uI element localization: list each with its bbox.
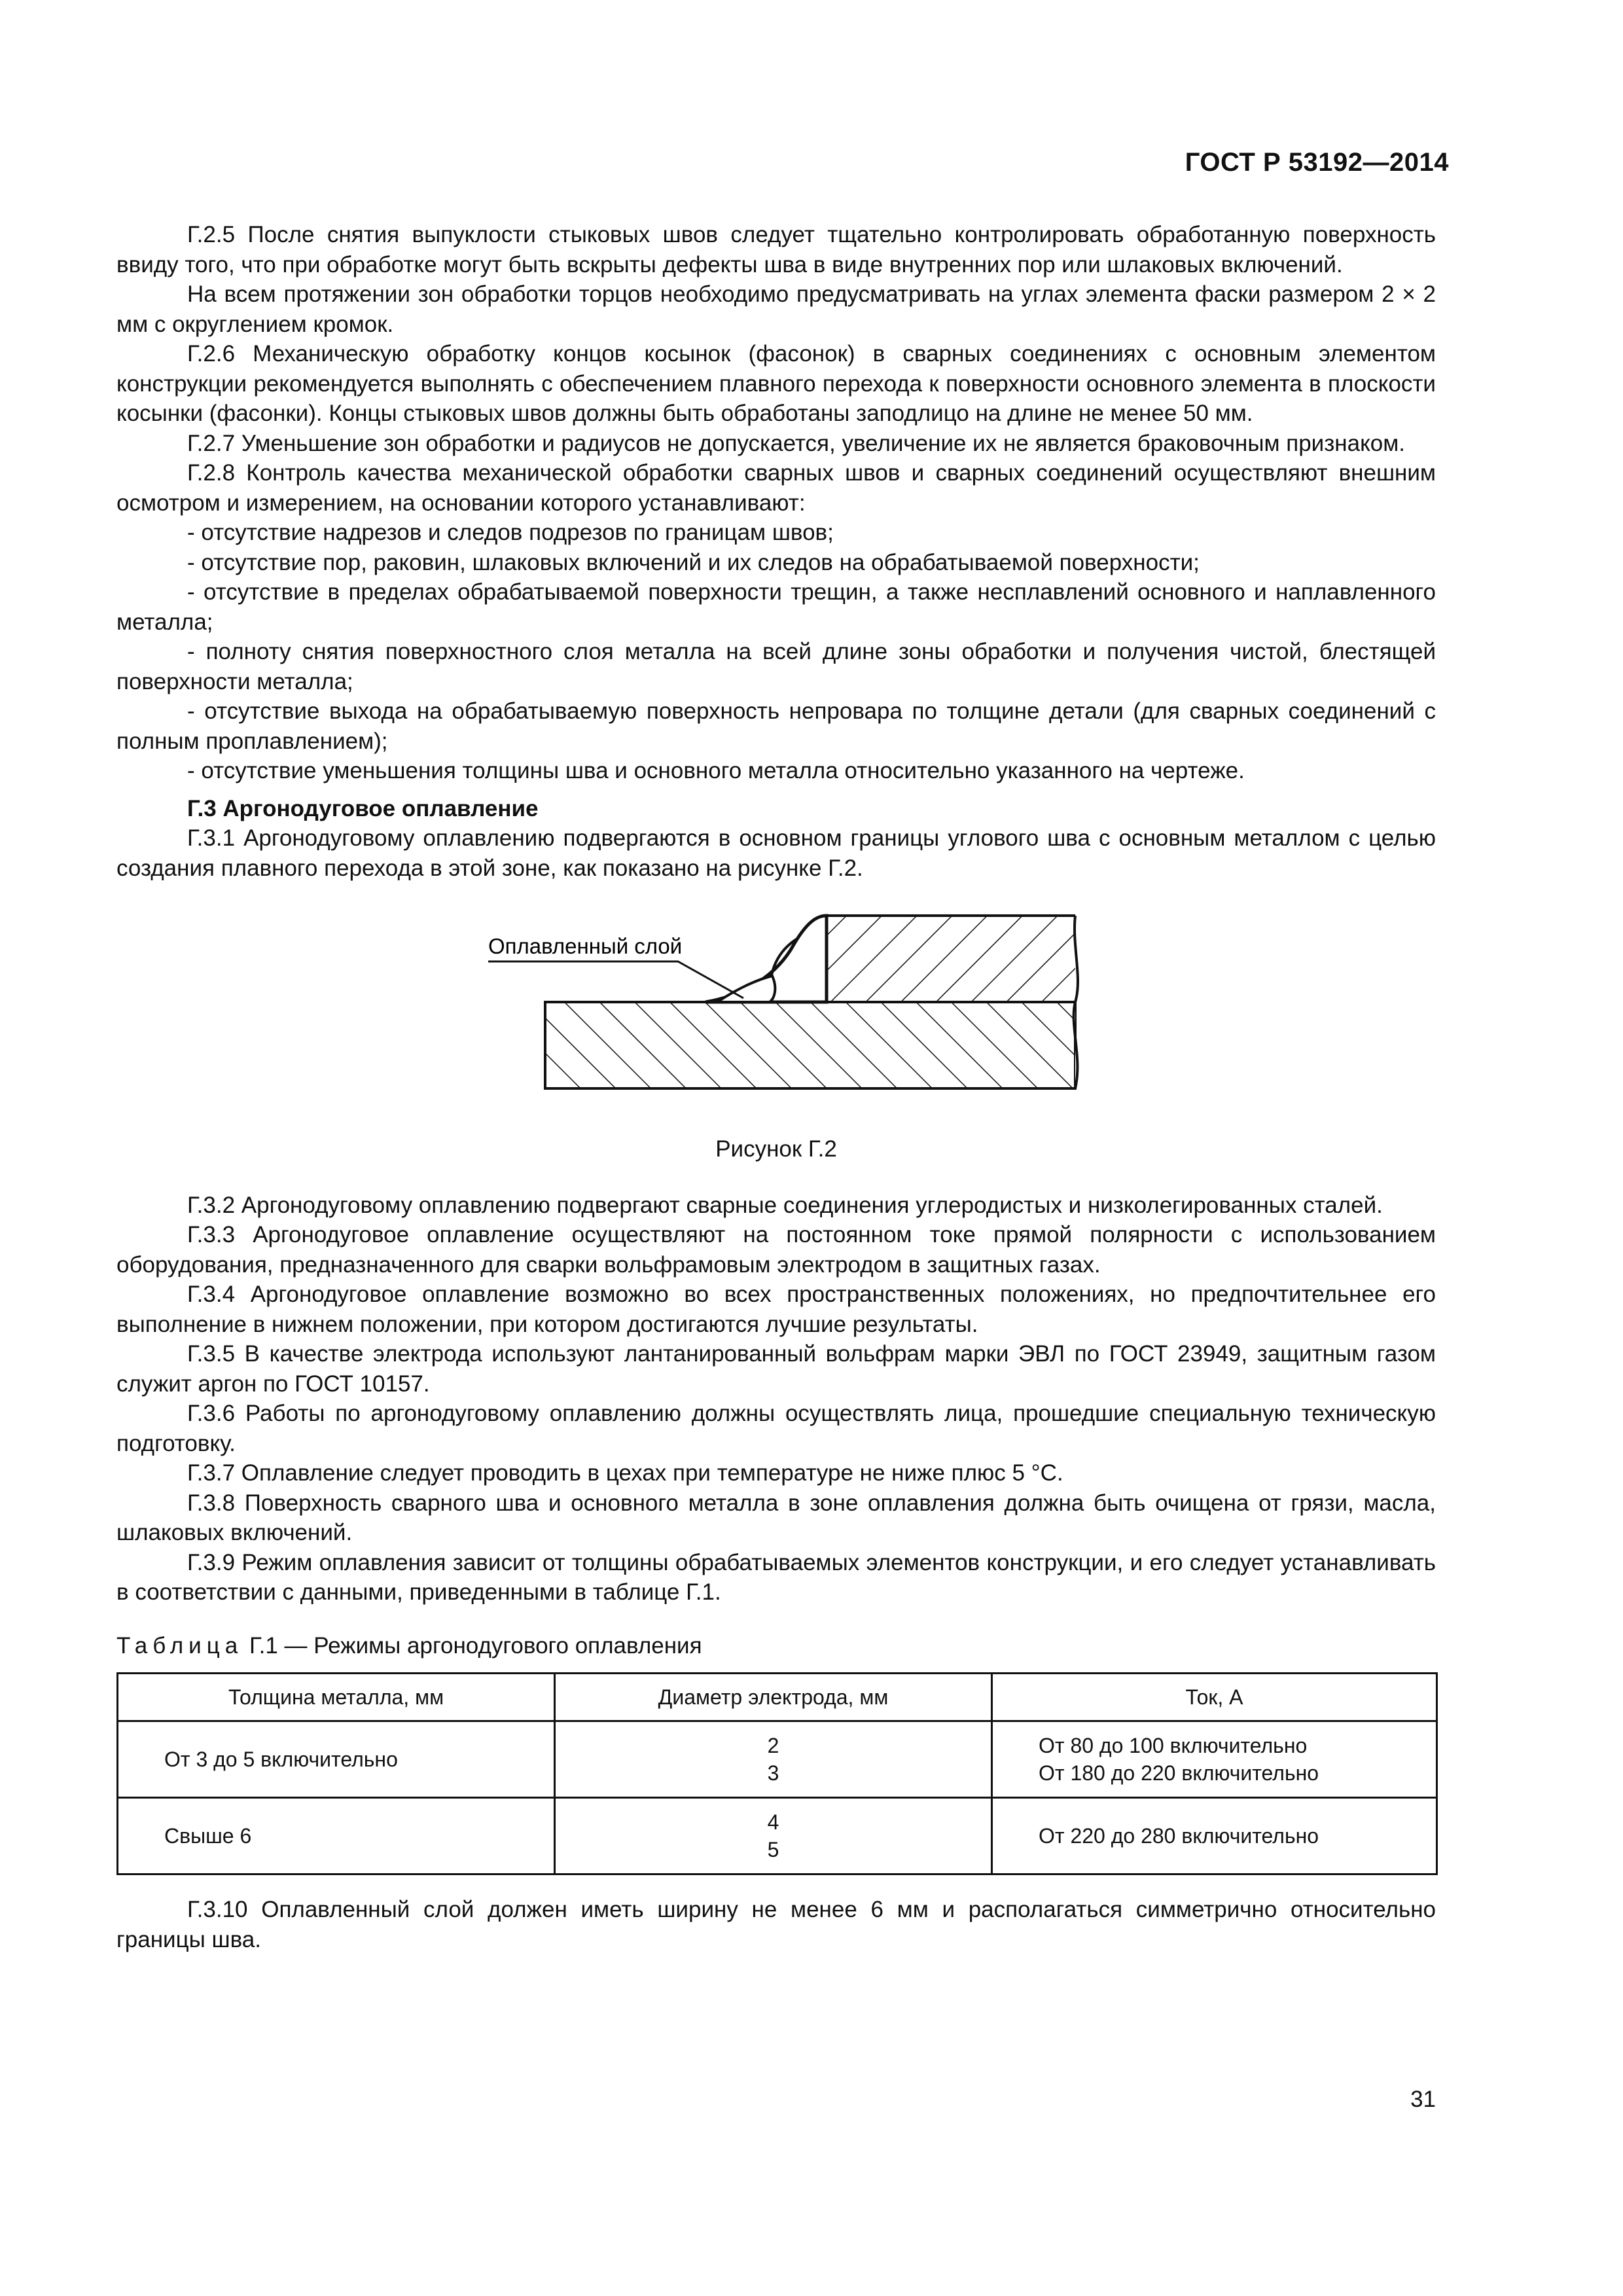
- base-plate: [545, 1002, 1075, 1088]
- current-value: От 80 до 100 включительно: [1039, 1734, 1308, 1757]
- paragraph-g27: Г.2.7 Уменьшение зон обработки и радиусов не допускается, увеличение их не является браковочным признаком.: [187, 430, 1406, 456]
- list-item: - отсутствие выхода на обрабатываемую поверхность непровара по толщине детали (для сварных соединений с полным проплавлением);: [116, 698, 1436, 754]
- paragraph-g38: Г.3.8 Поверхность сварного шва и основного металла в зоне оплавления должна быть очищена от грязи, масла, шлаковых включений.: [116, 1490, 1436, 1545]
- current-value: От 220 до 280 включительно: [1039, 1824, 1319, 1848]
- table-cell-diameter: [555, 1721, 992, 1798]
- main-content: [116, 220, 1436, 1954]
- paragraph-g34: Г.3.4 Аргонодуговое оплавление возможно во всех пространственных положениях, но предпочтительнее его выполнение в нижнем положении, при котором достигаются лучшие результаты.: [116, 1282, 1436, 1337]
- table-header-thickness: Толщина металла, мм: [118, 1674, 555, 1721]
- figure-caption: Рисунок Г.2: [715, 1136, 837, 1162]
- document-id: ГОСТ Р 53192—2014: [1185, 148, 1449, 177]
- paragraph-g25: Г.2.5 После снятия выпуклости стыковых швов следует тщательно контролировать обработанную поверхность ввиду того, что при обработке могут быть вскрыты дефекты шва в виде внутренних пор или шлаковых включений.: [116, 222, 1436, 278]
- paragraph-g26: Г.2.6 Механическую обработку концов косынок (фасонок) в сварных соединениях с основным элементом конструкции рекомендуется выполнять с обеспечением плавного перехода к поверхности основного элемента в плоскости косынки (фасонки). Концы стыковых швов должны быть обработаны заподлицо на длине не менее 50 мм.: [116, 341, 1436, 426]
- list-item: - отсутствие в пределах обрабатываемой поверхности трещин, а также несплавлений основного и наплавленного металла;: [116, 579, 1436, 635]
- upper-element: [827, 916, 1075, 1002]
- leader-line: [488, 961, 743, 998]
- list-item: - полноту снятия поверхностного слоя металла на всей длине зоны обработки и получения чистой, блестящей поверхности металла;: [116, 639, 1436, 694]
- table-row: [118, 1721, 1437, 1798]
- table-header-current: Ток, А: [992, 1674, 1437, 1721]
- section-heading-g3: Г.3 Аргонодуговое оплавление: [187, 795, 539, 821]
- table-header-row: [118, 1674, 1437, 1721]
- paragraph-g36: Г.3.6 Работы по аргонодуговому оплавлению должны осуществлять лица, прошедшие специальную техническую подготовку.: [116, 1401, 1436, 1456]
- paragraph-chamfer: На всем протяжении зон обработки торцов необходимо предусматривать на углах элемента фаски размером 2 × 2 мм с округлением кромок.: [116, 281, 1436, 337]
- paragraph-g35: Г.3.5 В качестве электрода используют лантанированный вольфрам марки ЭВЛ по ГОСТ 23949, защитным газом служит аргон по ГОСТ 10157.: [116, 1341, 1436, 1397]
- diameter-value: 5: [767, 1838, 779, 1861]
- paragraph-g39: Г.3.9 Режим оплавления зависит от толщины обрабатываемых элементов конструкции, и его следует устанавливать в соответствии с данными, приведенными в таблице Г.1.: [116, 1549, 1436, 1605]
- diameter-value: 3: [767, 1761, 779, 1785]
- diameter-value: 2: [767, 1734, 779, 1757]
- table-header-diameter: Диаметр электрода, мм: [555, 1674, 992, 1721]
- weld-diagram: [116, 906, 1436, 1129]
- list-item: - отсутствие уменьшения толщины шва и основного металла относительно указанного на чертеже.: [187, 758, 1245, 783]
- figure-weld-diagram: [116, 906, 1436, 1129]
- paragraph-g31: Г.3.1 Аргонодуговому оплавлению подвергаются в основном границы углового шва с основным металлом с целью создания плавного перехода в этой зоне, как показано на рисунке Г.2.: [116, 825, 1436, 881]
- table-cell-thickness: Свыше 6: [118, 1798, 555, 1874]
- paragraph-g32: Г.3.2 Аргонодуговому оплавлению подвергают сварные соединения углеродистых и низколегированных сталей.: [187, 1192, 1383, 1218]
- modes-table: [116, 1672, 1438, 1875]
- diameter-value: 4: [767, 1810, 779, 1834]
- table-cell-current: [992, 1798, 1437, 1874]
- figure-label: Оплавленный слой: [488, 934, 683, 958]
- table-caption-prefix: Таблица: [116, 1632, 243, 1659]
- list-item: - отсутствие надрезов и следов подрезов по границам швов;: [187, 520, 834, 545]
- table-cell-current: [992, 1721, 1437, 1798]
- table-cell-diameter: [555, 1798, 992, 1874]
- page-number: 31: [1410, 2087, 1436, 2112]
- paragraph-g37: Г.3.7 Оплавление следует проводить в цехах при температуре не ниже плюс 5 °С.: [187, 1460, 1063, 1486]
- paragraph-g28: Г.2.8 Контроль качества механической обработки сварных швов и сварных соединений осуществляют внешним осмотром и измерением, на основании которого устанавливают:: [116, 460, 1436, 516]
- paragraph-g33: Г.3.3 Аргонодуговое оплавление осуществляют на постоянном токе прямой полярности с использованием оборудования, предназначенного для сварки вольфрамовым электродом в защитных газах.: [116, 1222, 1436, 1278]
- table-caption: [116, 1631, 1436, 1661]
- table-cell-thickness: От 3 до 5 включительно: [118, 1721, 555, 1798]
- table-row: [118, 1798, 1437, 1874]
- table-caption-title: Г.1 — Режимы аргонодугового оплавления: [243, 1632, 702, 1659]
- paragraph-g310: Г.3.10 Оплавленный слой должен иметь ширину не менее 6 мм и располагаться симметрично относительно границы шва.: [116, 1897, 1436, 1952]
- list-item: - отсутствие пор, раковин, шлаковых включений и их следов на обрабатываемой поверхности;: [187, 549, 1200, 575]
- current-value: От 180 до 220 включительно: [1039, 1761, 1319, 1785]
